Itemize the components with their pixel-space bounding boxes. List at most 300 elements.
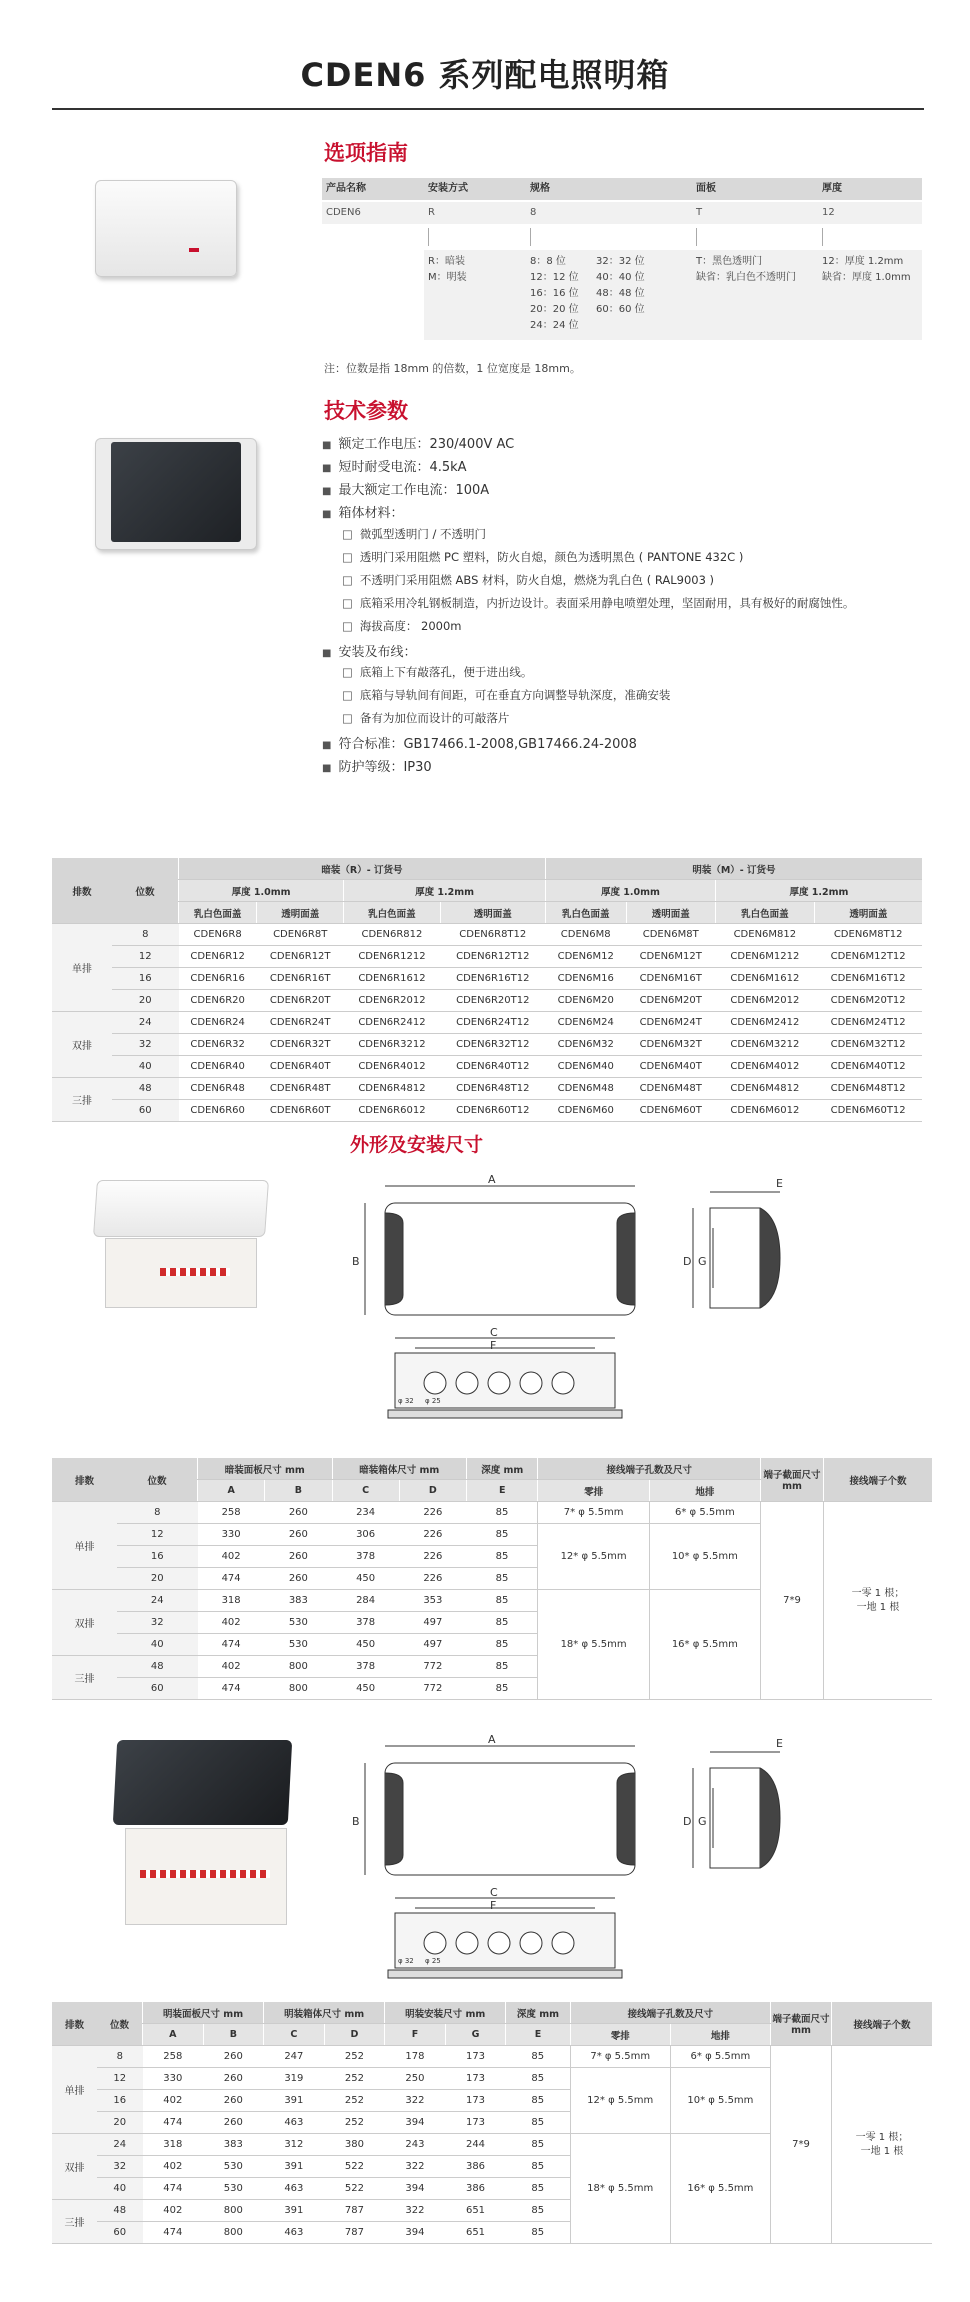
surface_table-value-cell: 474 — [143, 2112, 204, 2134]
spec-voltage: ■ 额定工作电压：230/400V AC — [322, 433, 514, 452]
order-h-flush: 暗装（R）- 订货号 — [179, 858, 546, 880]
flush_table-value-cell: 318 — [198, 1590, 265, 1612]
flush_table-value-cell: 450 — [332, 1634, 399, 1656]
flush_table-term-zero: 7* φ 5.5mm — [538, 1502, 649, 1524]
order-code-cell: CDEN6R48T12 — [440, 1078, 545, 1100]
dims-section-title: 外形及安装尺寸 — [350, 1134, 484, 1156]
surface-dimension-table — [52, 2002, 932, 2244]
surf-h-e: E — [506, 2024, 570, 2046]
spec-40: 40：40 位 — [596, 272, 645, 283]
surface_table-value-cell: 244 — [445, 2134, 506, 2156]
flush_table-pos-cell: 24 — [117, 1590, 198, 1612]
surf-h-zero: 零排 — [570, 2024, 670, 2046]
surface_table-value-cell: 250 — [385, 2068, 446, 2090]
dimension-drawing-1 — [355, 1178, 935, 1438]
options-value-row — [322, 202, 922, 224]
surface_table-value-cell: 258 — [143, 2046, 204, 2068]
order-code-cell: CDEN6M12 — [545, 946, 626, 968]
options-header-row — [322, 178, 922, 200]
surface_table-value-cell: 530 — [203, 2178, 264, 2200]
order-code-cell: CDEN6R40 — [179, 1056, 257, 1078]
surface_table-value-cell: 85 — [506, 2090, 570, 2112]
surface_table-value-cell: 463 — [264, 2222, 325, 2244]
flush-h-body: 暗装箱体尺寸 mm — [332, 1458, 467, 1480]
page-title: CDEN6 系列配电照明箱 — [300, 56, 670, 94]
surface_table-term-zero: 12* φ 5.5mm — [570, 2068, 670, 2134]
flush-h-zero: 零排 — [538, 1480, 649, 1502]
spec-ip: ■ 防护等级：IP30 — [322, 756, 432, 775]
surface_table-term-earth: 16* φ 5.5mm — [670, 2134, 770, 2244]
order-code-cell: CDEN6M4012 — [715, 1056, 814, 1078]
panel-desc-default: 缺省：乳白色不透明门 — [696, 272, 796, 283]
flush_table-value-cell: 800 — [265, 1656, 332, 1678]
flush_table-value-cell: 85 — [467, 1524, 538, 1546]
flush_table-pos-cell: 48 — [117, 1656, 198, 1678]
spec-material-pc: □ 透明门采用阻燃 PC 塑料，防火自熄，颜色为透明黑色 ( PANTONE 432C ) — [342, 549, 743, 565]
order-code-cell: CDEN6R20T12 — [440, 990, 545, 1012]
surface_table-term-zero: 7* φ 5.5mm — [570, 2046, 670, 2068]
flush_table-row — [52, 1502, 932, 1524]
flush_table-count-value — [824, 1502, 933, 1700]
col-thickness: 厚度 — [822, 183, 842, 194]
order-row — [52, 1034, 922, 1056]
order-code-cell: CDEN6R32T — [257, 1034, 344, 1056]
flush-h-panel: 暗装面板尺寸 mm — [198, 1458, 333, 1480]
surface_table-value-cell: 394 — [385, 2112, 446, 2134]
flush_table-value-cell: 530 — [265, 1634, 332, 1656]
flush_table-value-cell: 497 — [399, 1634, 466, 1656]
flush_table-value-cell: 378 — [332, 1656, 399, 1678]
order-h-white: 乳白色面盖 — [179, 902, 257, 924]
flush_table-value-cell: 85 — [467, 1546, 538, 1568]
order-code-cell: CDEN6R12T — [257, 946, 344, 968]
spec-install: ■ 安装及布线： — [322, 641, 416, 660]
order-h-clear: 透明面盖 — [440, 902, 545, 924]
order-pos-cell: 12 — [112, 946, 179, 968]
surface_table-value-cell: 463 — [264, 2178, 325, 2200]
order-group-label: 双排 — [52, 1012, 112, 1078]
order-row — [52, 1078, 922, 1100]
surface_table-value-cell: 800 — [203, 2222, 264, 2244]
surface_table-count-zero: 一零 1 根； — [855, 2131, 909, 2143]
surface_table-value-cell: 394 — [385, 2222, 446, 2244]
dim2-label-f: F — [490, 1899, 497, 1912]
surface_table-value-cell: 243 — [385, 2134, 446, 2156]
surface_table-value-cell: 391 — [264, 2156, 325, 2178]
dimension-drawing-2 — [355, 1738, 935, 1998]
order-code-cell: CDEN6M3212 — [715, 1034, 814, 1056]
order-code-cell: CDEN6M2412 — [715, 1012, 814, 1034]
surf-h-rail: 明装安装尺寸 mm — [385, 2002, 506, 2024]
spec-24: 24：24 位 — [530, 320, 579, 331]
dim-label-b: B — [352, 1255, 360, 1268]
order-code-cell: CDEN6R60T — [257, 1100, 344, 1122]
surface_table-value-cell: 85 — [506, 2068, 570, 2090]
surface_table-value-cell: 474 — [143, 2222, 204, 2244]
flush_table-value-cell: 260 — [265, 1568, 332, 1590]
flush_table-value-cell: 234 — [332, 1502, 399, 1524]
order-code-cell: CDEN6R8T — [257, 924, 344, 946]
surface_table-value-cell: 173 — [445, 2112, 506, 2134]
surface_table-group-label: 双排 — [52, 2134, 97, 2200]
flush_table-term-zero: 12* φ 5.5mm — [538, 1524, 649, 1590]
flush_table-value-cell: 226 — [399, 1568, 466, 1590]
order-h-flush-t12: 厚度 1.2mm — [344, 880, 546, 902]
spec-20: 20：20 位 — [530, 304, 579, 315]
order-code-cell: CDEN6R40T — [257, 1056, 344, 1078]
surface_table-value-cell: 318 — [143, 2134, 204, 2156]
order-code-cell: CDEN6M8T12 — [814, 924, 922, 946]
flush_table-value-cell: 772 — [399, 1678, 466, 1700]
flush_table-value-cell: 260 — [265, 1524, 332, 1546]
surface_table-value-cell: 800 — [203, 2200, 264, 2222]
dim2-label-d: D — [683, 1815, 692, 1828]
dim-label-a: A — [488, 1173, 496, 1186]
flush_table-term-earth: 16* φ 5.5mm — [649, 1590, 760, 1700]
dim2-label-e: E — [776, 1737, 783, 1750]
surface_table-pos-cell: 40 — [97, 2178, 143, 2200]
order-code-cell: CDEN6M812 — [715, 924, 814, 946]
order-code-cell: CDEN6M48T — [626, 1078, 715, 1100]
flush_table-value-cell: 378 — [332, 1546, 399, 1568]
order-code-cell: CDEN6M16 — [545, 968, 626, 990]
flush_table-value-cell: 530 — [265, 1612, 332, 1634]
surface_table-value-cell: 260 — [203, 2046, 264, 2068]
options-section-title: 选项指南 — [324, 141, 408, 165]
flush_table-value-cell: 474 — [198, 1634, 265, 1656]
order-code-cell: CDEN6R60T12 — [440, 1100, 545, 1122]
spec-install-knockout: □ 底箱上下有敲落孔，便于进出线。 — [342, 664, 532, 680]
order-code-cell: CDEN6M32T — [626, 1034, 715, 1056]
surface_table-value-cell: 386 — [445, 2156, 506, 2178]
surface_table-value-cell: 322 — [385, 2156, 446, 2178]
flush-h-section: 端子截面尺寸 mm — [761, 1458, 824, 1502]
order-code-cell: CDEN6R12T12 — [440, 946, 545, 968]
order-pos-cell: 32 — [112, 1034, 179, 1056]
order-h-surface: 明装（M）- 订货号 — [545, 858, 922, 880]
surf-h-count: 接线端子个数 — [832, 2002, 933, 2046]
spec-short-current: ■ 短时耐受电流：4.5kA — [322, 456, 467, 475]
order-code-cell: CDEN6R12 — [179, 946, 257, 968]
order-pos-cell: 60 — [112, 1100, 179, 1122]
surface_table-pos-cell: 8 — [97, 2046, 143, 2068]
order-code-cell: CDEN6M24 — [545, 1012, 626, 1034]
dim-label-hole2: φ 25 — [425, 1397, 441, 1405]
flush_table-value-cell: 474 — [198, 1568, 265, 1590]
flush_table-value-cell: 474 — [198, 1678, 265, 1700]
surf-h-body: 明装箱体尺寸 mm — [264, 2002, 385, 2024]
order-code-cell: CDEN6R4012 — [344, 1056, 440, 1078]
install-desc-m: M：明装 — [428, 272, 467, 283]
dim-label-f: F — [490, 1339, 497, 1352]
flush_table-value-cell: 383 — [265, 1590, 332, 1612]
order-code-cell: CDEN6R40T12 — [440, 1056, 545, 1078]
surface_table-term-earth: 6* φ 5.5mm — [670, 2046, 770, 2068]
spec-material-door: □ 微弧型透明门 / 不透明门 — [342, 526, 486, 542]
surf-h-rows: 排数 — [52, 2002, 97, 2046]
value-thickness: 12 — [822, 207, 835, 218]
order-h-flush-t10: 厚度 1.0mm — [179, 880, 344, 902]
surf-h-depth: 深度 mm — [506, 2002, 570, 2024]
flush_table-term-zero: 18* φ 5.5mm — [538, 1590, 649, 1700]
spec-60: 60：60 位 — [596, 304, 645, 315]
order-code-cell: CDEN6R1612 — [344, 968, 440, 990]
options-detail-row — [424, 250, 922, 340]
order-code-cell: CDEN6M12T — [626, 946, 715, 968]
flush_table-count-zero: 一零 1 根； — [851, 1587, 905, 1599]
surface_table-value-cell: 85 — [506, 2156, 570, 2178]
flush_table-value-cell: 85 — [467, 1568, 538, 1590]
flush_table-value-cell: 85 — [467, 1590, 538, 1612]
order-code-cell: CDEN6M1612 — [715, 968, 814, 990]
order-h-clear: 透明面盖 — [626, 902, 715, 924]
order-code-cell: CDEN6R1212 — [344, 946, 440, 968]
surface_table-value-cell: 260 — [203, 2112, 264, 2134]
flush_table-pos-cell: 16 — [117, 1546, 198, 1568]
order-code-cell: CDEN6M48 — [545, 1078, 626, 1100]
flush_table-pos-cell: 40 — [117, 1634, 198, 1656]
order-row — [52, 1100, 922, 1122]
surface_table-pos-cell: 24 — [97, 2134, 143, 2156]
flush-h-d: D — [399, 1480, 466, 1502]
flush-h-c: C — [332, 1480, 399, 1502]
surf-h-g: G — [445, 2024, 506, 2046]
flush-h-a: A — [198, 1480, 265, 1502]
order-group-label: 三排 — [52, 1078, 112, 1122]
options-note: 注：位数是指 18mm 的倍数，1 位宽度是 18mm。 — [324, 362, 581, 375]
order-h-surf-t12: 厚度 1.2mm — [715, 880, 922, 902]
flush_table-pos-cell: 32 — [117, 1612, 198, 1634]
order-pos-cell: 16 — [112, 968, 179, 990]
order-code-cell: CDEN6R24T — [257, 1012, 344, 1034]
value-install: R — [428, 207, 435, 218]
surf-h-b: B — [203, 2024, 264, 2046]
order-code-cell: CDEN6M32T12 — [814, 1034, 922, 1056]
order-code-cell: CDEN6R24T12 — [440, 1012, 545, 1034]
order-code-cell: CDEN6R8 — [179, 924, 257, 946]
surf-h-c: C — [264, 2024, 325, 2046]
surface_table-value-cell: 85 — [506, 2178, 570, 2200]
order-code-cell: CDEN6M12T12 — [814, 946, 922, 968]
order-code-cell: CDEN6R24 — [179, 1012, 257, 1034]
flush_table-value-cell: 85 — [467, 1634, 538, 1656]
order-code-cell: CDEN6M1212 — [715, 946, 814, 968]
surf-h-d: D — [324, 2024, 385, 2046]
surface_table-value-cell: 522 — [324, 2156, 385, 2178]
spec-install-rail: □ 底箱与导轨间有间距，可在垂直方向调整导轨深度，准确安装 — [342, 687, 670, 703]
order-pos-cell: 48 — [112, 1078, 179, 1100]
order-code-cell: CDEN6R32T12 — [440, 1034, 545, 1056]
value-product: CDEN6 — [326, 207, 361, 218]
surface_table-value-cell: 380 — [324, 2134, 385, 2156]
surface_table-value-cell: 391 — [264, 2090, 325, 2112]
product-image-open-dark — [115, 1740, 295, 1930]
surface_table-pos-cell: 32 — [97, 2156, 143, 2178]
surface_table-value-cell: 386 — [445, 2178, 506, 2200]
flush_table-pos-cell: 8 — [117, 1502, 198, 1524]
surface_table-count-value — [832, 2046, 933, 2244]
flush_table-value-cell: 226 — [399, 1502, 466, 1524]
surface_table-value-cell: 651 — [445, 2222, 506, 2244]
order-row — [52, 1056, 922, 1078]
dim-label-c: C — [490, 1326, 498, 1339]
flush_table-value-cell: 800 — [265, 1678, 332, 1700]
flush_table-value-cell: 260 — [265, 1546, 332, 1568]
order-code-cell: CDEN6R812 — [344, 924, 440, 946]
surface_table-value-cell: 391 — [264, 2200, 325, 2222]
surface_table-count-earth: 一地 1 根 — [860, 2145, 904, 2157]
flush_table-section-value: 7*9 — [761, 1502, 824, 1700]
order-code-cell: CDEN6R16T12 — [440, 968, 545, 990]
panel-desc-t: T：黑色透明门 — [696, 256, 763, 267]
order-code-cell: CDEN6M20T12 — [814, 990, 922, 1012]
order-code-cell: CDEN6R60 — [179, 1100, 257, 1122]
order-code-cell: CDEN6M20T — [626, 990, 715, 1012]
flush_table-group-label: 双排 — [52, 1590, 117, 1656]
order-code-cell: CDEN6M32 — [545, 1034, 626, 1056]
spec-48: 48：48 位 — [596, 288, 645, 299]
spec-8: 8：8 位 — [530, 256, 566, 267]
order-code-cell: CDEN6M20 — [545, 990, 626, 1012]
surface_table-term-zero: 18* φ 5.5mm — [570, 2134, 670, 2244]
col-spec: 规格 — [530, 183, 550, 194]
surface_table-pos-cell: 60 — [97, 2222, 143, 2244]
surface_table-value-cell: 85 — [506, 2200, 570, 2222]
order-code-cell: CDEN6M6012 — [715, 1100, 814, 1122]
order-h-white: 乳白色面盖 — [715, 902, 814, 924]
flush-h-e: E — [467, 1480, 538, 1502]
dim2-label-b: B — [352, 1815, 360, 1828]
surface_table-value-cell: 85 — [506, 2046, 570, 2068]
flush-h-earth: 地排 — [649, 1480, 760, 1502]
order-code-cell: CDEN6M2012 — [715, 990, 814, 1012]
spec-standard: ■ 符合标准：GB17466.1-2008,GB17466.24-2008 — [322, 733, 637, 752]
surface_table-value-cell: 252 — [324, 2090, 385, 2112]
order-h-surf-t10: 厚度 1.0mm — [545, 880, 715, 902]
spec-16: 16：16 位 — [530, 288, 579, 299]
product-image-white-door — [95, 180, 240, 280]
dim2-label-hole2: φ 25 — [425, 1957, 441, 1965]
order-h-rows: 排数 — [52, 858, 112, 924]
order-code-cell: CDEN6R8T12 — [440, 924, 545, 946]
flush_table-value-cell: 258 — [198, 1502, 265, 1524]
flush-h-rows: 排数 — [52, 1458, 117, 1502]
flush_table-value-cell: 226 — [399, 1546, 466, 1568]
flush-h-b: B — [265, 1480, 332, 1502]
order-code-cell: CDEN6M16T — [626, 968, 715, 990]
order-code-cell: CDEN6R32 — [179, 1034, 257, 1056]
surf-h-section: 端子截面尺寸 mm — [771, 2002, 832, 2046]
order-pos-cell: 8 — [112, 924, 179, 946]
surf-h-pos: 位数 — [97, 2002, 143, 2046]
surface_table-value-cell: 312 — [264, 2134, 325, 2156]
flush_table-value-cell: 85 — [467, 1678, 538, 1700]
surface_table-value-cell: 651 — [445, 2200, 506, 2222]
surface_table-value-cell: 402 — [143, 2090, 204, 2112]
tech-section-title: 技术参数 — [324, 399, 408, 423]
order-code-cell: CDEN6M4812 — [715, 1078, 814, 1100]
flush_table-group-label: 单排 — [52, 1502, 117, 1590]
dim-label-g: G — [698, 1255, 707, 1268]
flush_table-value-cell: 497 — [399, 1612, 466, 1634]
surface_table-group-label: 三排 — [52, 2200, 97, 2244]
order-code-cell: CDEN6M40T — [626, 1056, 715, 1078]
order-code-cell: CDEN6R4812 — [344, 1078, 440, 1100]
surface_table-group-label: 单排 — [52, 2046, 97, 2134]
surface_table-value-cell: 402 — [143, 2200, 204, 2222]
surface_table-value-cell: 787 — [324, 2222, 385, 2244]
dim2-label-g: G — [698, 1815, 707, 1828]
order-h-white: 乳白色面盖 — [545, 902, 626, 924]
order-h-clear: 透明面盖 — [814, 902, 922, 924]
tech-spec-list — [322, 433, 922, 773]
product-image-transparent-door — [95, 438, 260, 553]
surface_table-value-cell: 260 — [203, 2068, 264, 2090]
surface_table-term-earth: 10* φ 5.5mm — [670, 2068, 770, 2134]
order-code-cell: CDEN6R48 — [179, 1078, 257, 1100]
flush-h-count: 接线端子个数 — [824, 1458, 933, 1502]
surface_table-value-cell: 178 — [385, 2046, 446, 2068]
order-code-cell: CDEN6M40T12 — [814, 1056, 922, 1078]
order-code-cell: CDEN6R3212 — [344, 1034, 440, 1056]
product-image-open-white — [95, 1180, 270, 1310]
order-code-cell: CDEN6R16 — [179, 968, 257, 990]
col-product-name: 产品名称 — [326, 183, 366, 194]
order-code-cell: CDEN6R20T — [257, 990, 344, 1012]
flush_table-value-cell: 402 — [198, 1546, 265, 1568]
surface_table-value-cell: 383 — [203, 2134, 264, 2156]
dim2-label-a: A — [488, 1733, 496, 1746]
flush_table-value-cell: 226 — [399, 1524, 466, 1546]
order-code-cell: CDEN6R2012 — [344, 990, 440, 1012]
dim2-label-hole1: φ 32 — [398, 1957, 414, 1965]
flush_table-value-cell: 402 — [198, 1612, 265, 1634]
flush_table-value-cell: 260 — [265, 1502, 332, 1524]
surface_table-value-cell: 530 — [203, 2156, 264, 2178]
order-code-cell: CDEN6R2412 — [344, 1012, 440, 1034]
order-code-cell: CDEN6M24T — [626, 1012, 715, 1034]
surf-h-f: F — [385, 2024, 446, 2046]
flush_table-value-cell: 378 — [332, 1612, 399, 1634]
order-code-cell: CDEN6M48T12 — [814, 1078, 922, 1100]
surface_table-pos-cell: 20 — [97, 2112, 143, 2134]
order-code-cell: CDEN6R48T — [257, 1078, 344, 1100]
flush_table-term-earth: 10* φ 5.5mm — [649, 1524, 760, 1590]
dim2-label-c: C — [490, 1886, 498, 1899]
order-row — [52, 946, 922, 968]
order-row — [52, 924, 922, 946]
order-h-clear: 透明面盖 — [257, 902, 344, 924]
order-pos-cell: 24 — [112, 1012, 179, 1034]
col-panel: 面板 — [696, 183, 716, 194]
flush_table-value-cell: 330 — [198, 1524, 265, 1546]
spec-install-extra: □ 备有为加位而设计的可敲落片 — [342, 710, 509, 726]
flush_table-term-earth: 6* φ 5.5mm — [649, 1502, 760, 1524]
order-code-cell: CDEN6M16T12 — [814, 968, 922, 990]
flush_table-count-earth: 一地 1 根 — [856, 1601, 900, 1613]
order-pos-cell: 40 — [112, 1056, 179, 1078]
flush_table-value-cell: 450 — [332, 1678, 399, 1700]
flush-h-term: 接线端子孔数及尺寸 — [538, 1458, 761, 1480]
order-code-cell: CDEN6R6012 — [344, 1100, 440, 1122]
surface_table-value-cell: 402 — [143, 2156, 204, 2178]
surface_table-value-cell: 330 — [143, 2068, 204, 2090]
surface_table-section-value: 7*9 — [771, 2046, 832, 2244]
order-h-white: 乳白色面盖 — [344, 902, 440, 924]
surface_table-value-cell: 319 — [264, 2068, 325, 2090]
flush_table-value-cell: 353 — [399, 1590, 466, 1612]
order-code-cell: CDEN6M40 — [545, 1056, 626, 1078]
